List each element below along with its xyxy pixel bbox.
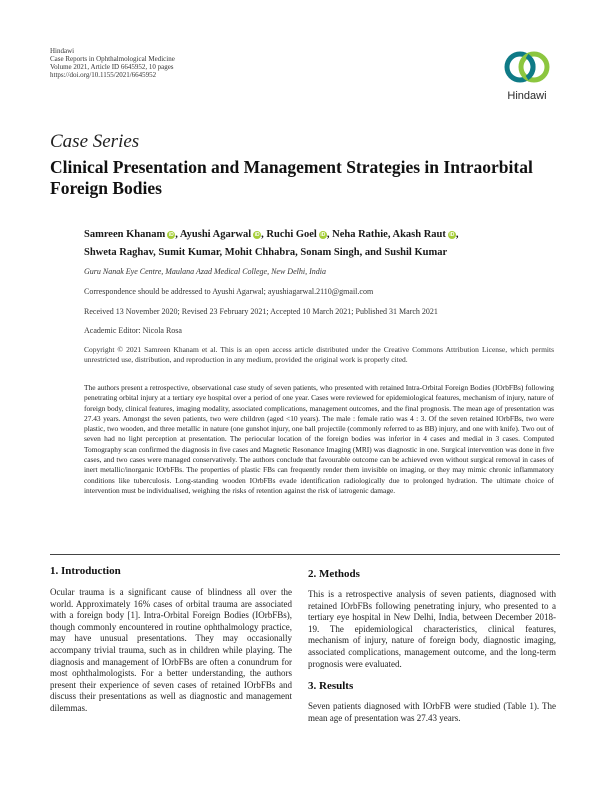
logo-wordmark: Hindawi [507,90,547,102]
author-separator: , [261,229,267,240]
author-name: Ruchi Goel [266,229,317,240]
methods-text: This is a retrospective analysis of seven patients, diagnosed with retained IOrbFBs following penetrating injury, who presented to a tertiary eye hospital in New Delhi, India, between December 2018-19. The epidemiological characteristics, clinical features, mechanism of injury, nature of foreign body, diagnostic imaging, associated complications, management outcome, and the long-term prognosis were evaluated. [308,589,556,669]
orcid-icon[interactable]: iD [254,232,260,238]
article-title: Clinical Presentation and Management Strategies in Intraorbital Foreign Bodies [50,157,533,198]
publisher-name: Hindawi [50,47,75,55]
article-type: Case Series [50,131,140,152]
hindawi-logo-icon [497,47,557,89]
author-name: Ayushi Agarwal [179,229,252,240]
author-list [84,226,554,262]
article-dates: Received 13 November 2020; Revised 23 February 2021; Accepted 10 March 2021; Published 31 March 2021 [84,307,438,316]
copyright-notice: Copyright © 2021 Samreen Khanam et al. This is an open access article distributed under the Creative Commons Attribution License, which permits unrestricted use, distribution, and reproduction in any medium, provided the original work is properly cited. [84,345,554,364]
orcid-icon[interactable]: iD [449,232,455,238]
results-text: Seven patients diagnosed with IOrbFB were studied (Table 1). The mean age of presentation was 27.43 years. [308,701,556,723]
doi-link[interactable]: https://doi.org/10.1155/2021/6645952 [50,71,157,79]
section-divider [50,554,560,555]
abstract: The authors present a retrospective, observational case study of seven patients, who presented with retained Intra-Orbital Foreign Bodies (IOrbFBs) following penetrating orbital injury at a tertiary eye hospital over a period of one year. Cases were reviewed for epidemiological features, mechanism of injury, nature of foreign body, clinical features, imaging modality, associated complications, management outcomes, and the final prognosis. The mean age of presentation was 27.43 years. Amongst the seven patients, two were children (aged <10 years). The male : female ratio was 4 : 3. Of the seven retained IOrbFBs, two were plastic, two wooden, and three metallic in nature (one gunshot injury, one ball projectile (commonly referred to as BB) injury, and one with knife). Two out of seven had no light perception at presentation. The periocular location of the foreign bodies was inferior in 4 cases and medial in 3 cases. Computed Tomography scan confirmed the diagnosis in five cases and Magnetic Resonance Imaging (MRI) was diagnostic in one. Surgical intervention was done in five cases, and two cases were managed conservatively. The authors conclude that favourable outcome can be achieved even without surgical removal in cases of inert metallic/inorganic IOrbFBs. The properties of plastic FBs can frequently render them invisible on imaging, or they may mimic chronic inflammatory conditions like tuberculosis. Long-standing wooden IOrbFBs evade identification radiologically due to prolonged hydration. The ultimate choice of intervention must be individualised, weighing the risks of retention against the risk of iatrogenic damage. [84,383,554,495]
author-name: Neha Rathie, Akash Raut [332,229,446,240]
correspondence: Correspondence should be addressed to Ayushi Agarwal; ayushiagarwal.2110@gmail.com [84,287,374,296]
introduction-text: Ocular trauma is a significant cause of blindness all over the world. Approximately 16% cases of orbital trauma are associated with a foreign body [1]. Intra-Orbital Foreign Bodies (IOrbFBs), though commonly encountered in routine ophthalmology practice, may have unusual presentations. They may occasionally accompany trivial trauma, such as in children while playing. The diagnosis and management of IOrbFBs are often a conundrum for most ophthalmologists. For a better understanding, the authors present their experience of seven cases of retained IOrbFBs and discuss their presentations as well as diagnostic and management dilemmas. [50,587,292,713]
journal-header [50,47,175,79]
journal-name: Case Reports in Ophthalmological Medicine [50,55,175,63]
orcid-icon[interactable]: iD [168,232,174,238]
author-separator: , [455,229,459,240]
volume-line: Volume 2021, Article ID 6645952, 10 pages [50,63,174,71]
author-name: Samreen Khanam [84,229,166,240]
academic-editor: Academic Editor: Nicola Rosa [84,326,182,335]
orcid-icon[interactable]: iD [320,232,326,238]
methods-heading: 2. Methods [308,568,360,580]
author-line-1 [84,226,554,244]
results-heading: 3. Results [308,680,354,692]
author-separator: , [326,229,333,240]
author-line-2: Shweta Raghav, Sumit Kumar, Mohit Chhabra, Sonam Singh, and Sushil Kumar [84,247,448,258]
author-separator: , [175,229,180,240]
hindawi-logo [497,47,557,107]
introduction-heading: 1. Introduction [50,565,121,577]
affiliation: Guru Nanak Eye Centre, Maulana Azad Medical College, New Delhi, India [84,267,326,276]
